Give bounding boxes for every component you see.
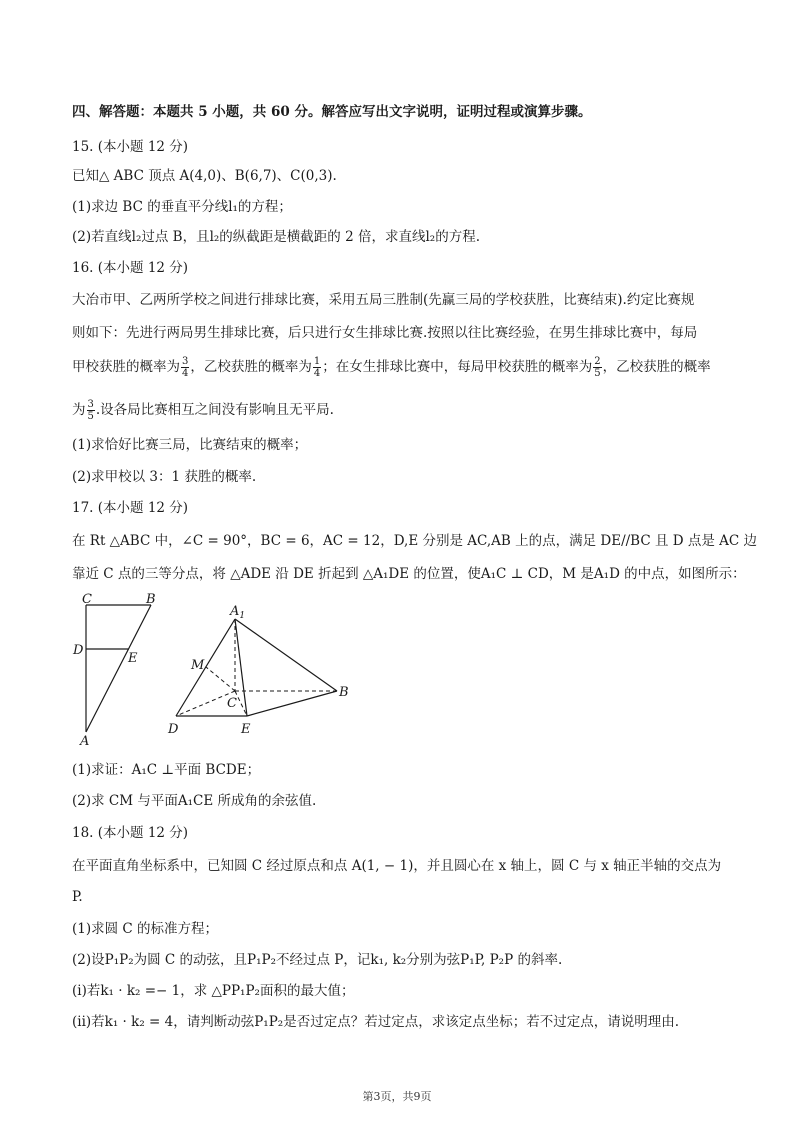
q18-head: 18. (本小题 12 分) <box>72 825 189 841</box>
q16-line2: 则如下：先进行两局男生排球比赛，后只进行女生排球比赛.按照以往比赛经验，在男生排球比赛中，每局 <box>72 325 698 341</box>
label-d2: D <box>168 722 179 737</box>
q18-part2-i: (i)若k₁ · k₂ =− 1，求 △PP₁P₂面积的最大值； <box>72 983 355 999</box>
label-d: D <box>73 643 84 658</box>
edge-a1-b <box>235 619 337 691</box>
label-c: C <box>82 592 92 607</box>
q15-stem: 已知△ ABC 顶点 A(4,0)、B(6,7)、C(0,3). <box>72 168 337 184</box>
page-footer: 第3页，共9页 <box>362 1090 432 1103</box>
label-b: B <box>146 592 156 607</box>
fraction-3-5: $\frac{3}{5}$ <box>87 399 94 422</box>
label-e2: E <box>241 722 251 737</box>
section-header: 四、解答题：本题共 5 小题，共 60 分。解答应写出文字说明，证明过程或演算步骤。 <box>72 104 592 120</box>
q17-line2: 靠近 C 点的三等分点，将 △ADE 沿 DE 折起到 △A₁DE 的位置，使A₁C ⊥ CD，M 是A₁D 的中点，如图所示： <box>72 566 746 582</box>
edge-c-m <box>206 667 235 691</box>
label-b2: B <box>339 685 349 700</box>
label-c2: C <box>227 696 237 711</box>
figure-pyramid <box>165 595 355 740</box>
q17-part2: (2)求 CM 与平面A₁CE 所成角的余弦值. <box>72 793 317 809</box>
segment-ba <box>86 605 151 732</box>
q16-line4-b: .设各局比赛相互之间没有影响且无平局. <box>95 402 334 418</box>
figure-triangle-abc <box>70 590 170 750</box>
q16-line3-c: ；在女生排球比赛中，每局甲校获胜的概率为 <box>322 359 593 375</box>
q18-line2: P. <box>72 889 83 905</box>
q16-line4-a: 为 <box>72 402 86 418</box>
q15-part2: (2)若直线l₂过点 B，且l₂的纵截距是横截距的 2 倍，求直线l₂的方程. <box>72 229 480 245</box>
edge-e-b <box>247 691 337 716</box>
q17-part1: (1)求证：A₁C ⊥平面 BCDE； <box>72 762 261 778</box>
q16-part2: (2)求甲校以 3：1 获胜的概率. <box>72 469 257 485</box>
q18-line1: 在平面直角坐标系中，已知圆 C 经过原点和点 A(1, − 1)，并且圆心在 x 轴上，圆 C 与 x 轴正半轴的交点为 <box>72 858 722 874</box>
q17-head: 17. (本小题 12 分) <box>72 500 189 516</box>
q18-part1: (1)求圆 C 的标准方程； <box>72 921 219 937</box>
q15-part1: (1)求边 BC 的垂直平分线l₁的方程； <box>72 199 292 215</box>
q16-line3-d: ，乙校获胜的概率 <box>602 359 711 375</box>
q16-head: 16. (本小题 12 分) <box>72 260 189 276</box>
fraction-1-4: $\frac{1}{4}$ <box>313 356 321 379</box>
label-a1: $A_1$ <box>230 604 246 621</box>
label-m: M <box>191 658 205 673</box>
fraction-3-4: $\frac{3}{4}$ <box>182 356 189 379</box>
q16-line3-a: 甲校获胜的概率为 <box>72 359 180 375</box>
q18-part2-ii: (ii)若k₁ · k₂ = 4，请判断动弦P₁P₂是否过定点？若过定点，求该定点坐标；若不过定点，请说明理由. <box>72 1014 679 1030</box>
q16-line3-b: ，乙校获胜的概率为 <box>190 359 312 375</box>
q17-line1: 在 Rt △ABC 中，∠C = 90°，BC = 6，AC = 12，D,E 分别是 AC,AB 上的点，满足 DE//BC 且 D 点是 AC 边 <box>72 533 758 549</box>
q18-part2: (2)设P₁P₂为圆 C 的动弦，且P₁P₂不经过点 P，记k₁, k₂分别为弦P₁P, P₂P 的斜率. <box>72 952 563 968</box>
label-a: A <box>80 734 90 749</box>
fraction-2-5: $\frac{2}{5}$ <box>594 356 601 379</box>
q16-part1: (1)求恰好比赛三局，比赛结束的概率； <box>72 437 308 453</box>
label-e: E <box>128 651 138 666</box>
q15-head: 15. (本小题 12 分) <box>72 139 189 155</box>
q16-line1: 大冶市甲、乙两所学校之间进行排球比赛，采用五局三胜制(先赢三局的学校获胜，比赛结束).约定比赛规 <box>72 292 695 308</box>
q16-line3 <box>72 356 711 379</box>
q16-line4 <box>72 399 334 422</box>
